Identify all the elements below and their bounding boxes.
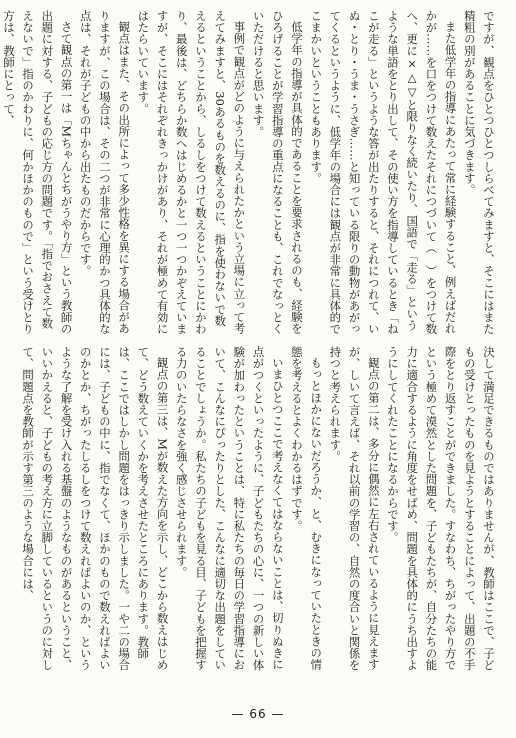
- upper-text-block: [1, 10, 498, 336]
- paragraph: もっとほかにないだろうか、と、むきになっていたときの情態を考えるとよくわかるはずです。: [289, 346, 324, 671]
- paragraph: 観点の第三は、Mが数えた方向を示し、どこから数えはじめて、どう数えていくかを考えさせたところにあります。教師は、ここではしかし問題をはっきり示しました。一や二の場合には、子どもの中に、指でなくて、ほかのもので数えればよいのかとか、ちがったしるしをつけて数えればよいのか、というような了解を受け入れる基盤のようなものがあるということ、いいかえると、子どもの考え方に立脚しているというのに対して、問題点を教師が示す第三のような場合には、: [21, 346, 170, 671]
- paragraph: いまひとつここで考えなくてはならないことは、切りぬきに点がつくといったように、子どもたちの心に、一つの新しい体験が加わったということは、特に私たちの毎日の学習指導において、こんなにぴったりとした、こんなに適切な出題をしていることでしょうか。私たちの子どもを見る目、子どもを把握する力のいたらなさを強く感じさせられます。: [174, 346, 285, 671]
- paragraph: ですが、観点をひとつひとつしらべてみますと、そこにはまた精粗の別があることに気づきます。: [462, 10, 496, 335]
- lower-text-block: [18, 346, 498, 672]
- paragraph: 低学年の指導が具体的であることを要求されるのも、経験をひろげることが学習指導の重点になることも、これでなっとくいただけると思います。: [251, 10, 304, 335]
- paragraph: 決して満足できるものではありませんが、教師はここで、子どもの受けとったものを見ようとすることによって、出題の不手際をとり返すことができました。すなわち、ちがったやり方でという極めて漠然とした問題を、子どもたちが、自分たちの能力に適合するように角度をせばめ、問題を具体的にうち出すようにしてくれたことになるからです。: [385, 346, 496, 671]
- paragraph: さて観点の第一は「Mちゃんとちがうやり方」という教師の出題に対する、子どもの応じ方の問題です。「指でおさえて数えないで」指のかわりに、何かほかのもので」という受けとり方は、教師にとって、: [1, 10, 74, 335]
- paragraph: 事例で観点がどのように与えられたかという立場に立って考えてみますと、30あるものを数えるのに、指を使わないで数えるということから、しるしをつけて数えるということにかわり、最後は、どちらか数へはじめるかと一つ一つかぞえていますが、そこにはそれぞれきっかけがあり、それが極めて有効にはたらいています。: [136, 10, 247, 335]
- tier-divider: [18, 339, 498, 340]
- paragraph: また低学年の指導にあたって常に経験すること、例えばだれかが……を口をつけて数えたそれにつづいて（ ）をつけて数へ、更に×△▽と限りなく続いたり、国語で「走る」というような単語をとり出して、その使い方を指導しているとき「ねこが走る」というような答が出たりすると、それにつれて、いぬ・とり・うま・うさぎ……と知っている限りの動物があがってくるというように、低学年の場合には観点が非常に具体的でこまかいということもあります。: [309, 10, 458, 335]
- page-number: — 66 —: [231, 707, 285, 721]
- paragraph: 観点はまた、その出所によって多少性格を異にする場合がありますが、この場合は、その二つが非常に心理的かつ具体的な点は、それが子どもの中から出たものだからです。: [78, 10, 132, 335]
- paragraph: 観点の第二は、多分に偶然に左右されているように見えますが、しいて言えば、それ以前の学習の、自然の度合いと関係を持つと考えられます。: [328, 346, 381, 671]
